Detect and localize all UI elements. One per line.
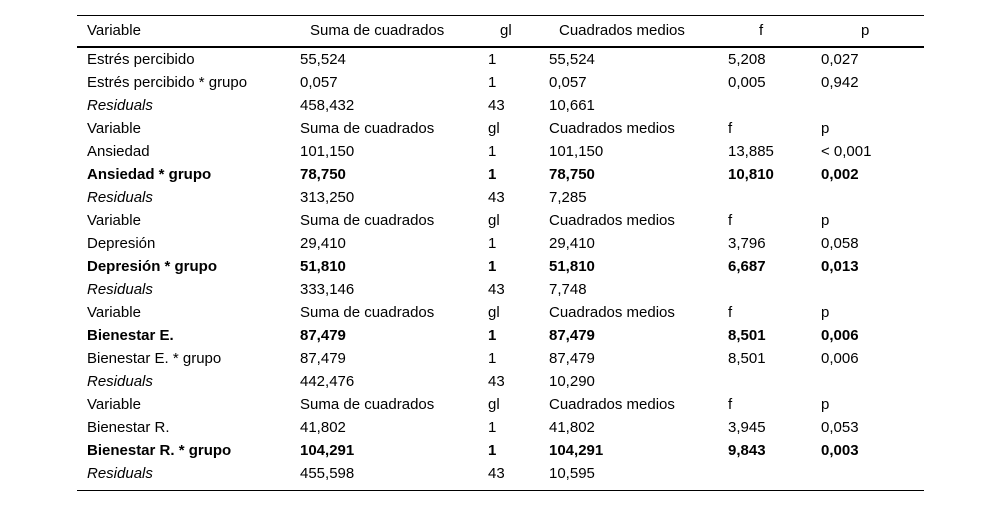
cell-medios: Cuadrados medios [549, 212, 675, 229]
table-row [77, 370, 924, 393]
cell-suma: 442,476 [300, 373, 355, 390]
header-variable: Variable [87, 22, 141, 39]
cell-variable: Depresión * grupo [87, 258, 218, 275]
cell-suma: 101,150 [300, 143, 355, 160]
cell-gl: 1 [488, 419, 497, 436]
cell-variable: Bienestar R. [87, 419, 170, 436]
table-row [77, 347, 924, 370]
header-gl: gl [500, 22, 512, 39]
cell-gl: 43 [488, 189, 505, 206]
cell-f: 9,843 [728, 442, 766, 459]
cell-suma: 313,250 [300, 189, 355, 206]
table-row [77, 439, 924, 462]
cell-medios: 101,150 [549, 143, 604, 160]
cell-medios: 0,057 [549, 74, 587, 91]
cell-suma: 333,146 [300, 281, 355, 298]
table-row [77, 278, 924, 301]
table-row [77, 140, 924, 163]
table-row [77, 416, 924, 439]
cell-medios: 78,750 [549, 166, 595, 183]
subheader-row [77, 393, 924, 416]
cell-f: 10,810 [728, 166, 774, 183]
cell-suma: Suma de cuadrados [300, 304, 435, 321]
cell-variable: Residuals [87, 281, 153, 298]
cell-variable: Variable [87, 120, 141, 137]
cell-suma: 51,810 [300, 258, 346, 275]
cell-f: 3,945 [728, 419, 766, 436]
cell-p: p [821, 396, 830, 413]
cell-p: p [821, 120, 830, 137]
cell-variable: Variable [87, 396, 141, 413]
cell-f: 0,005 [728, 74, 766, 91]
cell-p: 0,942 [821, 74, 859, 91]
header-f: f [759, 22, 764, 39]
cell-variable: Residuals [87, 465, 153, 482]
cell-medios: 87,479 [549, 327, 595, 344]
cell-suma: 0,057 [300, 74, 338, 91]
cell-variable: Residuals [87, 373, 153, 390]
cell-f: 8,501 [728, 350, 766, 367]
cell-medios: 7,748 [549, 281, 587, 298]
cell-suma: 104,291 [300, 442, 355, 459]
cell-medios: Cuadrados medios [549, 396, 675, 413]
cell-suma: 55,524 [300, 51, 346, 68]
cell-medios: 10,595 [549, 465, 595, 482]
cell-gl: 1 [488, 327, 497, 344]
cell-medios: Cuadrados medios [549, 120, 675, 137]
cell-variable: Bienestar E. [87, 327, 174, 344]
cell-medios: 10,661 [549, 97, 595, 114]
cell-variable: Depresión [87, 235, 156, 252]
cell-suma: Suma de cuadrados [300, 120, 435, 137]
cell-gl: 43 [488, 465, 505, 482]
cell-p: p [821, 304, 830, 321]
cell-medios: Cuadrados medios [549, 304, 675, 321]
cell-p: 0,006 [821, 350, 859, 367]
cell-f: f [728, 212, 733, 229]
cell-medios: 87,479 [549, 350, 595, 367]
cell-medios: 104,291 [549, 442, 604, 459]
cell-f: 3,796 [728, 235, 766, 252]
cell-suma: 455,598 [300, 465, 355, 482]
cell-suma: 87,479 [300, 350, 346, 367]
cell-p: < 0,001 [821, 143, 872, 160]
table-row [77, 462, 924, 485]
cell-gl: 1 [488, 258, 497, 275]
cell-p: 0,013 [821, 258, 859, 275]
cell-variable: Residuals [87, 189, 153, 206]
table-row [77, 255, 924, 278]
table-row [77, 186, 924, 209]
cell-variable: Ansiedad * grupo [87, 166, 212, 183]
header-medios: Cuadrados medios [559, 22, 685, 39]
cell-gl: 43 [488, 373, 505, 390]
cell-variable: Variable [87, 212, 141, 229]
cell-variable: Bienestar R. * grupo [87, 442, 232, 459]
cell-gl: gl [488, 396, 500, 413]
cell-f: 8,501 [728, 327, 766, 344]
cell-f: f [728, 396, 733, 413]
header-suma: Suma de cuadrados [310, 22, 445, 39]
cell-gl: 1 [488, 235, 497, 252]
cell-suma: 29,410 [300, 235, 346, 252]
subheader-row [77, 117, 924, 140]
cell-variable: Variable [87, 304, 141, 321]
cell-gl: gl [488, 120, 500, 137]
cell-variable: Estrés percibido * grupo [87, 74, 248, 91]
cell-suma: Suma de cuadrados [300, 212, 435, 229]
table-row [77, 232, 924, 255]
cell-medios: 29,410 [549, 235, 595, 252]
cell-p: 0,058 [821, 235, 859, 252]
cell-medios: 55,524 [549, 51, 595, 68]
cell-medios: 51,810 [549, 258, 595, 275]
cell-variable: Ansiedad [87, 143, 150, 160]
cell-medios: 10,290 [549, 373, 595, 390]
cell-f: f [728, 120, 733, 137]
cell-p: 0,053 [821, 419, 859, 436]
cell-suma: 87,479 [300, 327, 346, 344]
cell-gl: 43 [488, 97, 505, 114]
cell-p: 0,027 [821, 51, 859, 68]
cell-f: 6,687 [728, 258, 766, 275]
cell-p: 0,006 [821, 327, 859, 344]
table-row [77, 324, 924, 347]
cell-medios: 7,285 [549, 189, 587, 206]
cell-medios: 41,802 [549, 419, 595, 436]
cell-p: 0,002 [821, 166, 859, 183]
cell-gl: 1 [488, 442, 497, 459]
table-row [77, 94, 924, 117]
cell-suma: 458,432 [300, 97, 355, 114]
table-row [77, 48, 924, 71]
cell-gl: gl [488, 212, 500, 229]
cell-p: p [821, 212, 830, 229]
cell-gl: 1 [488, 166, 497, 183]
cell-f: 5,208 [728, 51, 766, 68]
cell-suma: 78,750 [300, 166, 346, 183]
cell-gl: 1 [488, 143, 497, 160]
subheader-row [77, 209, 924, 232]
cell-gl: 1 [488, 51, 497, 68]
subheader-row [77, 301, 924, 324]
cell-p: 0,003 [821, 442, 859, 459]
cell-gl: gl [488, 304, 500, 321]
cell-gl: 43 [488, 281, 505, 298]
cell-f: f [728, 304, 733, 321]
cell-gl: 1 [488, 350, 497, 367]
header-p: p [861, 22, 870, 39]
table-header [77, 15, 924, 47]
cell-gl: 1 [488, 74, 497, 91]
cell-f: 13,885 [728, 143, 774, 160]
table-row [77, 163, 924, 186]
cell-variable: Residuals [87, 97, 153, 114]
cell-suma: Suma de cuadrados [300, 396, 435, 413]
cell-variable: Bienestar E. * grupo [87, 350, 222, 367]
cell-suma: 41,802 [300, 419, 346, 436]
bottom-rule [77, 490, 924, 491]
table-row [77, 71, 924, 94]
cell-variable: Estrés percibido [87, 51, 195, 68]
